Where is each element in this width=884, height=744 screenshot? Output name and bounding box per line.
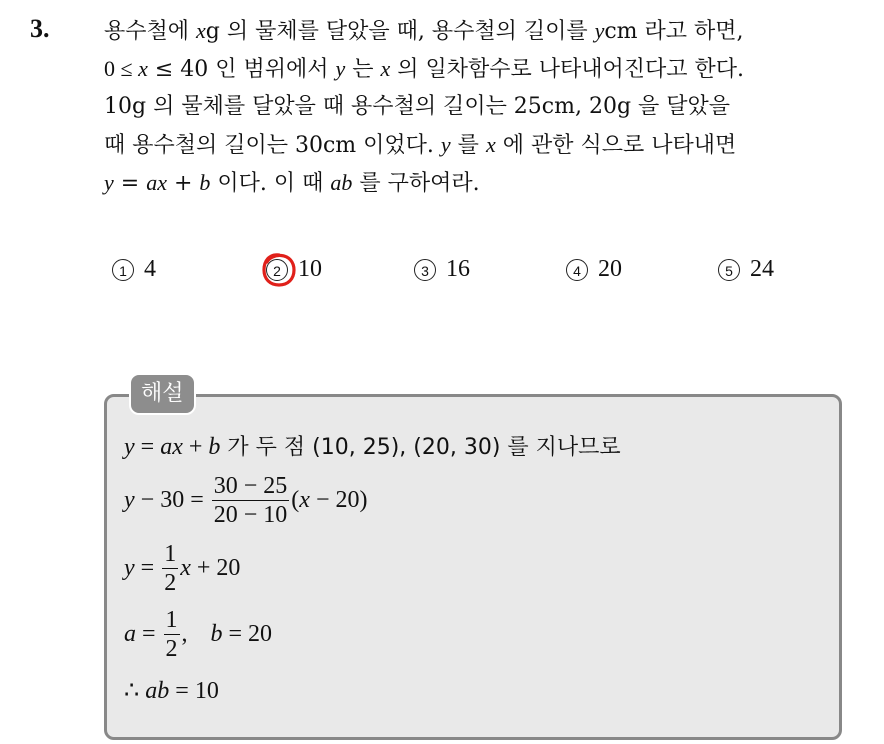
question-number: 3. (30, 14, 50, 43)
choice-1[interactable] (112, 256, 156, 283)
solution-tag: 해설 (129, 373, 196, 415)
answer-choices (0, 256, 884, 292)
choice-4-value: 20 (598, 256, 622, 282)
choice-3-value: 16 (446, 256, 470, 282)
fraction: $\frac{1}{2}$ (164, 541, 177, 596)
fraction: $\frac{1}{2}$ (165, 607, 178, 662)
choice-2-number-icon: 2 (266, 259, 288, 281)
choice-3[interactable] (414, 256, 470, 283)
question-line-2: 0 ≤ x ≤ 40 인 범위에서 y 는 x 의 일차함수로 나타내어진다고 한다. (104, 56, 745, 82)
choice-1-value: 4 (144, 256, 156, 282)
choice-5-number-icon: 5 (718, 259, 740, 281)
choice-4-number-icon: 4 (566, 259, 588, 281)
solution-line-4: a = $\frac{1}{2}$ , b = 20 (124, 607, 272, 662)
solution-line-5: ∴ ab = 10 (124, 678, 219, 704)
choice-5[interactable] (718, 256, 774, 283)
fraction: $\frac{30 - 25}{20 - 10}$ (213, 473, 288, 528)
selected-answer-circle-icon (261, 252, 297, 288)
choice-2[interactable] (266, 256, 322, 283)
choice-2-value: 10 (298, 256, 322, 282)
solution-line-3: y = $\frac{1}{2}$ x + 20 (124, 541, 241, 596)
question-line-4: 때 용수철의 길이는 30cm 이었다. y 를 x 에 관한 식으로 나타내면 (104, 132, 737, 158)
choice-4[interactable] (566, 256, 622, 283)
choice-1-number-icon: 1 (112, 259, 134, 281)
question-text (104, 12, 864, 202)
question-line-1: 용수철에 xg 의 물체를 달았을 때, 용수철의 길이를 ycm 라고 하면, (104, 18, 744, 44)
question-line-3: 10g 의 물체를 달았을 때 용수철의 길이는 25cm, 20g 을 달았을 (104, 94, 731, 119)
solution-line-2: y − 30 = $\frac{30 - 25}{20 - 10}$ (x − 20) (124, 473, 368, 528)
solution-line-1: y = ax + b 가 두 점 (10, 25), (20, 30) 를 지나므로 (124, 434, 621, 460)
choice-3-number-icon: 3 (414, 259, 436, 281)
question-line-5: y = ax + b 이다. 이 때 ab 를 구하여라. (104, 170, 480, 196)
choice-5-value: 24 (750, 256, 774, 282)
